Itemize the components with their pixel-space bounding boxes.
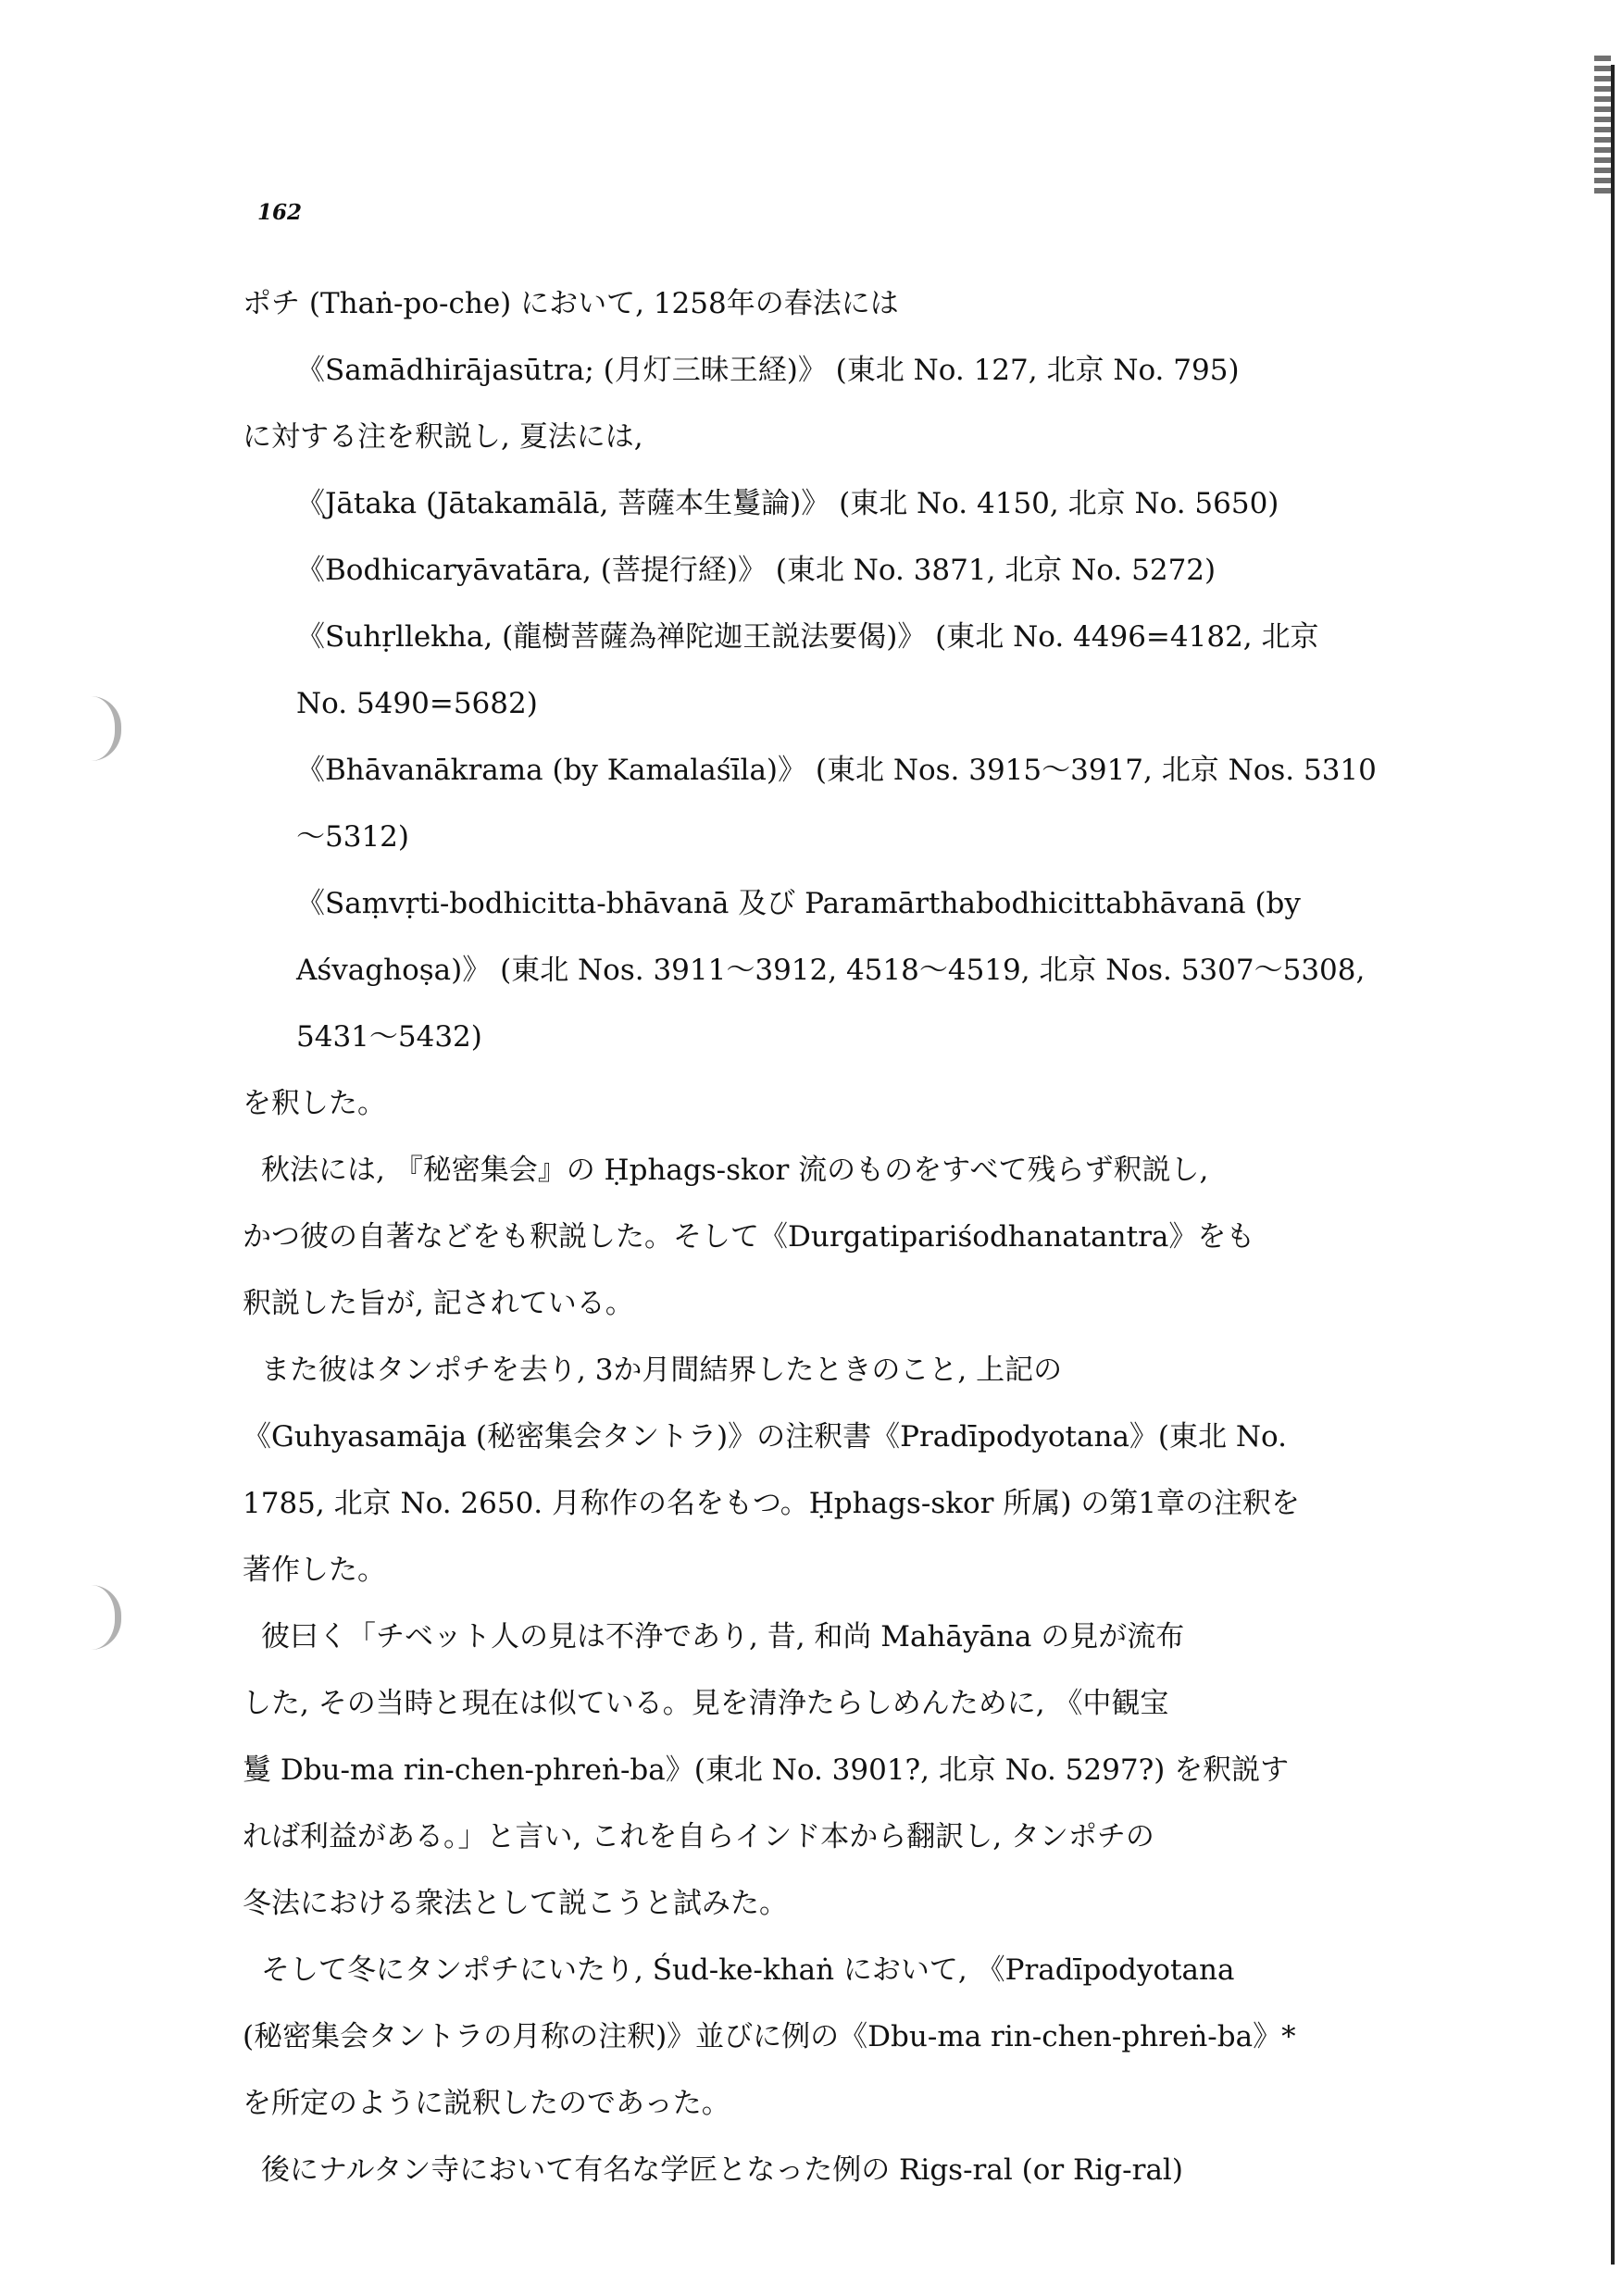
text-line: (秘密集会タントラの月称の注釈)》並びに例の《Dbu-ma rin-chen-phreṅ-ba》* <box>243 2020 1296 2053</box>
text-line: 1785, 北京 No. 2650. 月称作の名をもつ。Ḥphags-skor 所属) の第1章の注釈を <box>243 1487 1301 1520</box>
text-line: れば利益がある。」と言い, これを自らインド本から翻訳し, タンポチの <box>243 1820 1154 1853</box>
text-line: 〜5312) <box>296 820 409 854</box>
text-line: 《Suhṛllekha, (龍樹菩薩為禅陀迦王説法要偈)》 (東北 No. 4496=4182, 北京 <box>296 620 1319 654</box>
text-line: 秋法には, 『秘密集会』の Ḥphags-skor 流のものをすべて残らず釈説し, <box>261 1154 1209 1187</box>
text-line: そして冬にタンポチにいたり, Śud-ke-khaṅ において, 《Pradīpodyotana <box>261 1953 1235 1987</box>
right-edge-rule <box>1611 65 1615 2265</box>
text-line: を所定のように説釈したのであった。 <box>243 2087 730 2120</box>
text-line: 《Saṃvṛti-bodhicitta-bhāvanā 及び Paramārthabodhicittabhāvanā (by <box>296 887 1301 920</box>
body-text <box>243 270 1391 2203</box>
text-line: 《Samādhirājasūtra; (月灯三昧王経)》 (東北 No. 127, 北京 No. 795) <box>296 354 1240 387</box>
binder-hole-mark <box>91 1585 121 1650</box>
text-line: 鬘 Dbu-ma rin-chen-phreṅ-ba》(東北 No. 3901?, 北京 No. 5297?) を釈説す <box>243 1753 1290 1787</box>
page-number: 162 <box>257 200 303 225</box>
text-line: ポチ (Thaṅ-po-che) において, 1258年の春法には <box>243 287 899 320</box>
text-line: 彼曰く「チベット人の見は不浄であり, 昔, 和尚 Mahāyāna の見が流布 <box>261 1620 1185 1653</box>
scan-edge-mark <box>1594 56 1611 194</box>
text-line: 《Bhāvanākrama (by Kamalaśīla)》 (東北 Nos. 3915〜3917, 北京 Nos. 5310 <box>296 754 1377 787</box>
text-line: 釈説した旨が, 記されている。 <box>243 1287 634 1320</box>
text-line: 《Jātaka (Jātakamālā, 菩薩本生鬘論)》 (東北 No. 4150, 北京 No. 5650) <box>296 487 1279 520</box>
text-line: 《Guhyasamāja (秘密集会タントラ)》の注釈書《Pradīpodyotana》(東北 No. <box>243 1420 1287 1454</box>
text-line: に対する注を釈説し, 夏法には, <box>243 420 643 454</box>
text-line: かつ彼の自著などをも釈説した。そして《Durgatipariśodhanatantra》をも <box>243 1220 1255 1254</box>
text-line: 冬法における衆法として説こうと試みた。 <box>243 1887 788 1920</box>
text-line: 《Bodhicaryāvatāra, (菩提行経)》 (東北 No. 3871, 北京 No. 5272) <box>296 554 1216 587</box>
text-line: 著作した。 <box>243 1554 386 1587</box>
text-line: 後にナルタン寺において有名な学匠となった例の Rigs-ral (or Rig-ral) <box>261 2153 1183 2187</box>
binder-hole-mark <box>91 696 121 761</box>
text-line: Aśvaghoṣa)》 (東北 Nos. 3911〜3912, 4518〜4519, 北京 Nos. 5307〜5308, <box>296 954 1366 987</box>
text-line: No. 5490=5682) <box>296 687 538 720</box>
text-line: を釈した。 <box>243 1087 386 1120</box>
text-line: した, その当時と現在は似ている。見を清浄たらしめんために, 《中観宝 <box>243 1687 1169 1720</box>
text-line: また彼はタンポチを去り, 3か月間結界したときのこと, 上記の <box>261 1354 1063 1387</box>
text-line: 5431〜5432) <box>296 1020 482 1054</box>
